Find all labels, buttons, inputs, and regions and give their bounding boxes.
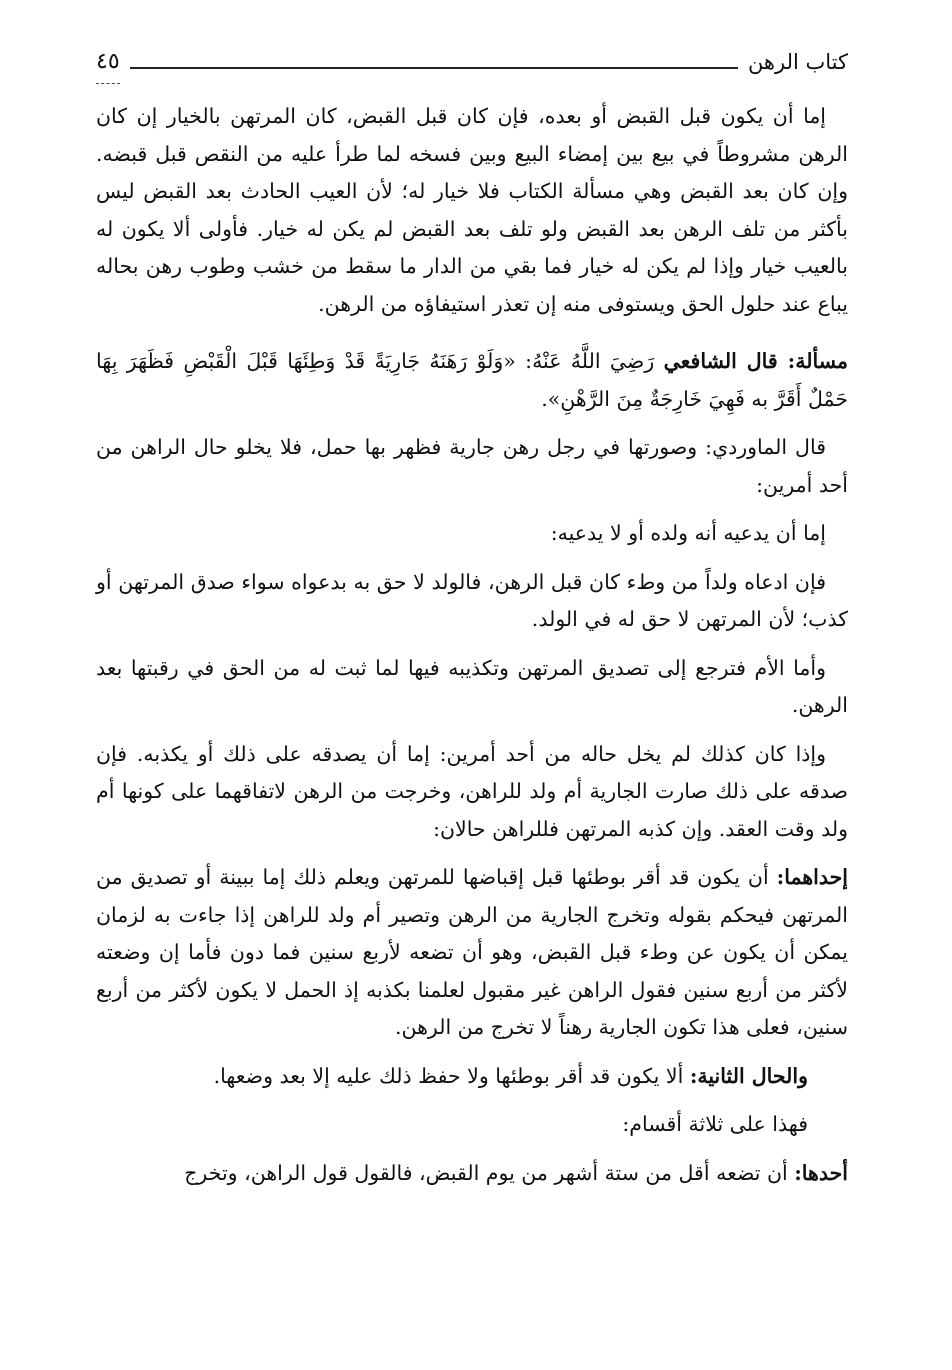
first-section-label: أحدها: <box>794 1160 848 1185</box>
first-state-label: إحداهما: <box>776 865 848 889</box>
first-state-text: أن يكون قد أقر بوطئها قبل إقباضها للمرتهن ويعلم ذلك إما ببينة أو تصديق من المرتهن فيحكم بقوله وتخرج الجارية من الرهن وتصير أم ولد للراهن إذا جاءت به لزمان يمكن أن يكون عن وطء قبل القبض، وهو أن تضعه لأربع سنين فما دون فأما إن وضعته لأكثر من أربع سنين فقول الراهن غير مقبول لعلمنا بكذبه إذ الحمل لا يكون لأكثر من أربع سنين، فعلى هذا تكون الجارية رهناً لا تخرج من الرهن. <box>96 865 848 1039</box>
book-title: كتاب الرهن <box>747 50 848 74</box>
paragraph-claim-text: فإن ادعاه ولداً من وطء كان قبل الرهن، فالولد لا حق به بدعواه سواء صدق المرتهن أو كذب؛ لأن المرتهن لا حق له في الولد. <box>96 569 848 631</box>
paragraph-masala <box>96 342 848 418</box>
paragraph-either <box>96 515 848 553</box>
paragraph-two-states <box>96 736 848 849</box>
paragraph-second-state <box>96 1058 848 1096</box>
paragraph-mawardi-text: قال الماوردي: وصورتها في رجل رهن جارية فظهر بها حمل، فلا يخلو حال الراهن من أحد أمرين: <box>96 435 848 497</box>
three-sections-text: فهذا على ثلاثة أقسام: <box>622 1112 808 1136</box>
second-state-text: ألا يكون قد أقر بوطئها ولا حفظ ذلك عليه إلا بعد وضعها. <box>213 1063 684 1088</box>
masala-quote: رَضِيَ اللَّهُ عَنْهُ: «وَلَوْ رَهَنَهُ جَارِيَةً قَدْ وَطِئَهَا قَبْلَ الْقَبْضِ فَظَهَرَ بِهَا حَمْلٌ أَقَرَّ به فَهِيَ خَارِجَةٌ مِنَ الرَّهْنِ». <box>96 349 848 411</box>
paragraph-claim <box>96 564 848 639</box>
running-header <box>96 42 848 82</box>
paragraph-mother <box>96 650 848 725</box>
paragraph-either-text: إما أن يدعيه أنه ولده أو لا يدعيه: <box>550 521 826 545</box>
paragraph-two-states-text: وإذا كان كذلك لم يخل حاله من أحد أمرين: إما أن يصدقه على ذلك أو يكذبه. فإن صدقه على ذلك صارت الجارية أم ولد للراهن، وخرجت من الرهن لاتفاقهما على كونها أم ولد وقت العقد. وإن كذبه المرتهن فللراهن حالان: <box>96 741 848 841</box>
paragraph-1-text: إما أن يكون قبل القبض أو بعده، فإن كان قبل القبض، كان المرتهن بالخيار إن كان الرهن مشروطاً في بيع بين إمضاء البيع وبين فسخه لما طرأ عليه من النقص قبل قبضه. وإن كان بعد القبض وهي مسألة الكتاب فلا خيار له؛ لأن العيب الحادث بعد القبض ليس بأكثر من تلف الرهن بعد القبض ولو تلف بعد القبض لم يكن له خيار. فأولى ألا يكون له بالعيب خيار وإذا لم يكن له خيار فما بقي من الدار ما سقط من خشب وطوب رهن بحاله يباع عند حلول الحق ويستوفى منه إن تعذر استيفاؤه من الرهن. <box>96 104 848 316</box>
paragraph-mawardi <box>96 429 848 504</box>
page-number: ٤٥ <box>96 49 120 74</box>
book-page <box>96 42 848 1192</box>
paragraph-first-state <box>96 859 848 1047</box>
masala-label: مسألة: قال الشافعي <box>663 349 848 373</box>
header-rule <box>130 67 738 69</box>
second-state-label: والحال الثانية: <box>689 1063 808 1088</box>
paragraph-1 <box>96 98 848 323</box>
first-section-text: أن تضعه أقل من ستة أشهر من يوم القبض، فالقول قول الراهن، وتخرج <box>184 1160 788 1185</box>
paragraph-first-section <box>96 1155 848 1193</box>
paragraph-three-sections <box>96 1106 848 1144</box>
paragraph-mother-text: وأما الأم فترجع إلى تصديق المرتهن وتكذيبه فيها لما ثبت له من الحق في رقبتها بعد الرهن. <box>96 655 848 717</box>
